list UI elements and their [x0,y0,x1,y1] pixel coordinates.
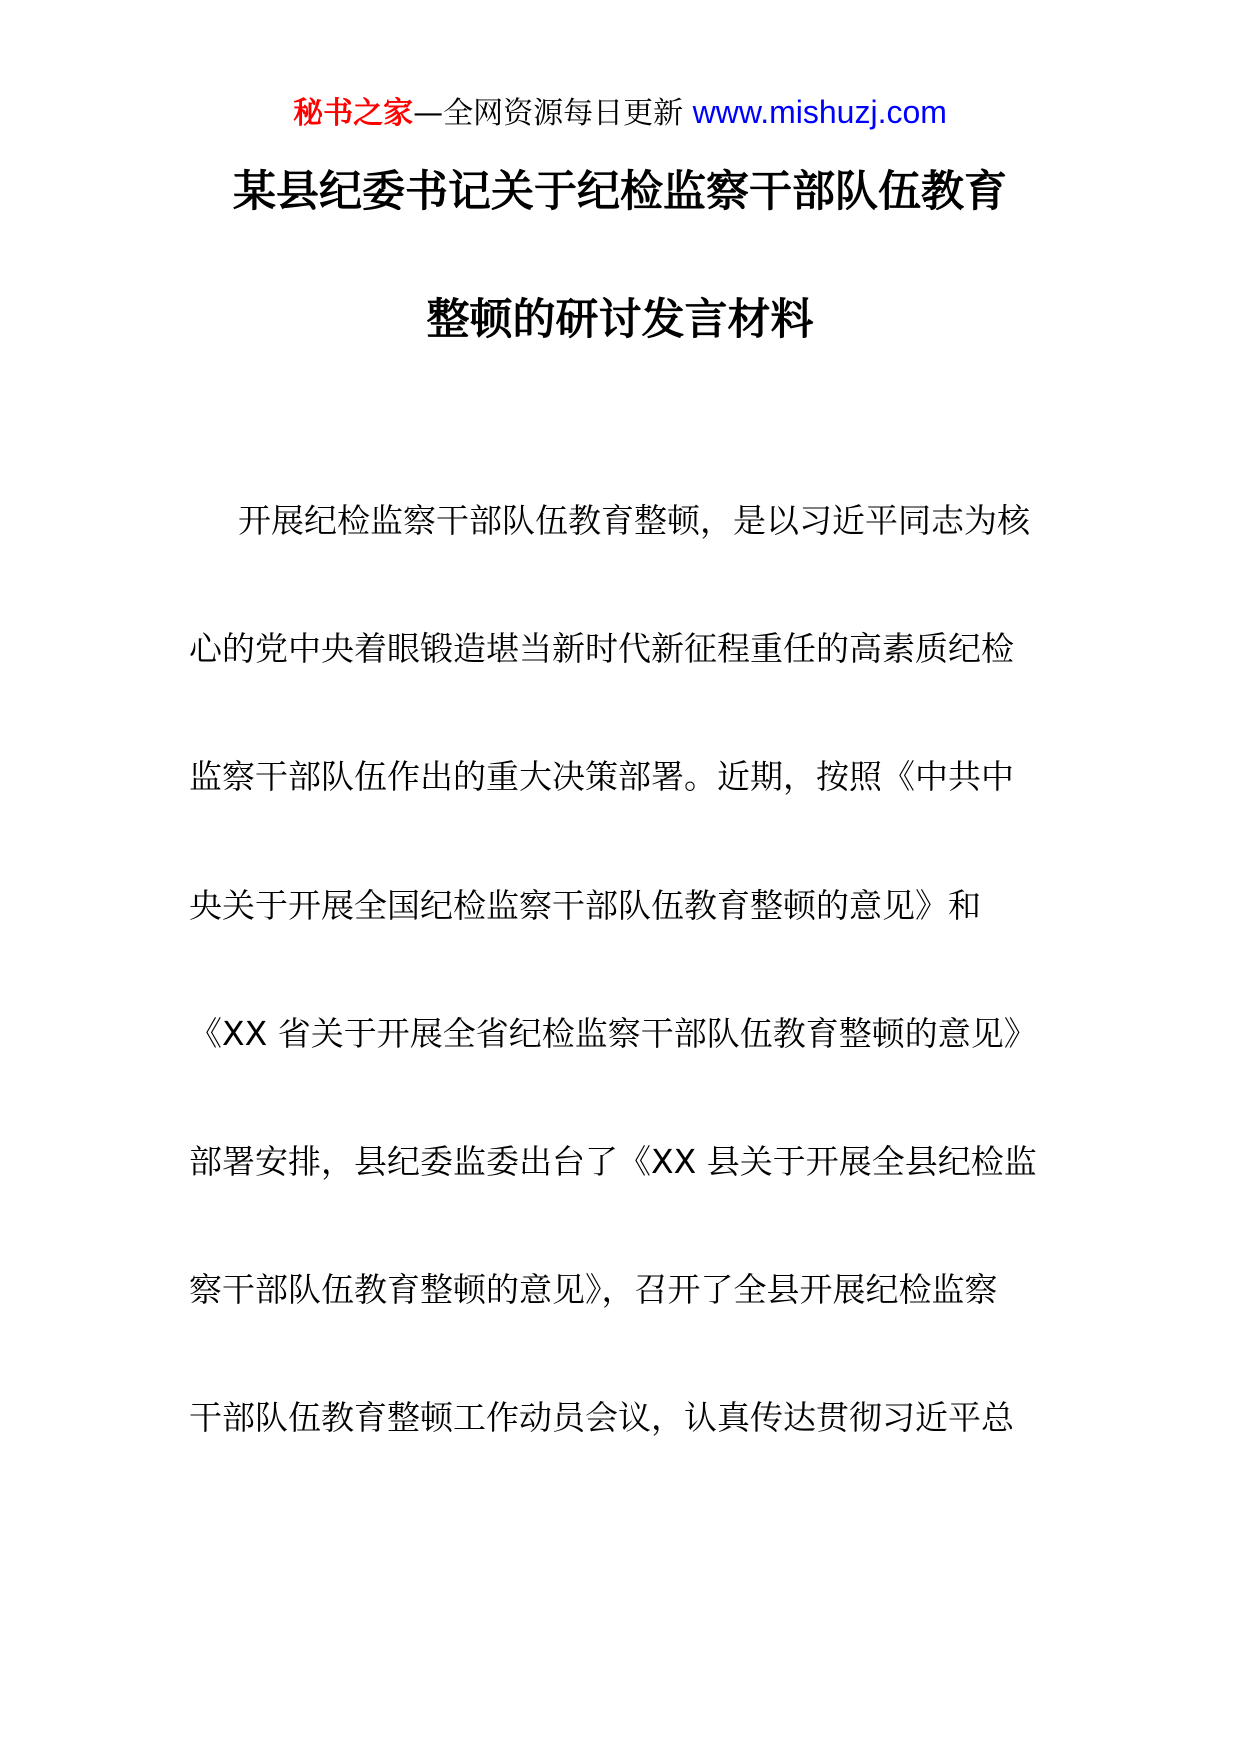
body-line: 央关于开展全国纪检监察干部队伍教育整顿的意见》和 [189,886,981,925]
site-header [0,92,1240,134]
document-title-line-2: 整顿的研讨发言材料 [426,295,814,345]
body-line: 察干部队伍教育整顿的意见》，召开了全县开展纪检监察 [189,1270,998,1309]
body-line: 《XX 省关于开展全省纪检监察干部队伍教育整顿的意见》 [189,1014,1037,1053]
document-title-line-1: 某县纪委书记关于纪检监察干部队伍教育 [233,167,1007,217]
site-tagline: —全网资源每日更新 [413,96,693,131]
body-line: 监察干部队伍作出的重大决策部署。近期，按照《中共中 [189,757,1014,796]
body-line: 心的党中央着眼锻造堪当新时代新征程重任的高素质纪检 [189,629,1014,668]
body-line: 部署安排，县纪委监委出台了《XX 县关于开展全县纪检监 [189,1142,1037,1181]
site-brand: 秘书之家 [293,96,414,131]
body-line: 开展纪检监察干部队伍教育整顿，是以习近平同志为核 [238,501,1030,540]
site-url-link[interactable]: www.mishuzj.com [692,94,947,130]
body-line: 干部队伍教育整顿工作动员会议，认真传达贯彻习近平总 [189,1398,1014,1437]
